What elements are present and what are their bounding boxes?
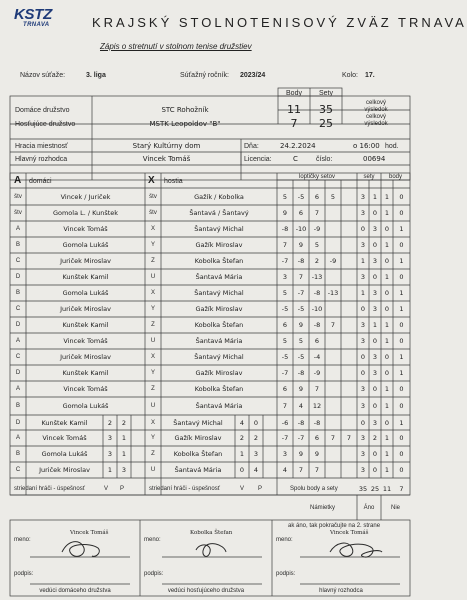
row-sets-home: 0 bbox=[360, 305, 366, 313]
row-points-home: 1 bbox=[384, 402, 390, 410]
row-home-position: A bbox=[15, 435, 20, 441]
row-set-score-2: -8 bbox=[297, 369, 305, 377]
home-name-label: meno: bbox=[14, 537, 31, 543]
row-points-home: 1 bbox=[384, 273, 390, 281]
row-points-away: 0 bbox=[399, 466, 404, 474]
row-set-score-1: -7 bbox=[281, 257, 289, 265]
row-set-score-1: -7 bbox=[281, 434, 289, 442]
row-sets-away: 3 bbox=[372, 225, 378, 233]
row-set-score-3: 2 bbox=[314, 257, 320, 265]
row-set-score-1: -5 bbox=[281, 353, 289, 361]
row-away-player: Šantavý Michal bbox=[194, 353, 244, 361]
competition-value: 3. liga bbox=[86, 72, 106, 79]
row-points-away: 0 bbox=[399, 193, 404, 201]
row-away-player: Gažík Miroslav bbox=[174, 434, 222, 442]
row-away-player: Šantavá Mária bbox=[195, 402, 243, 410]
row-sets-away: 3 bbox=[372, 419, 378, 427]
row-home-position: B bbox=[15, 242, 20, 248]
row-away-position: U bbox=[150, 338, 156, 344]
home-points: 11 bbox=[287, 103, 301, 116]
row-points-home: 1 bbox=[384, 209, 390, 217]
row-points-home: 1 bbox=[384, 193, 390, 201]
overall-result-label-1b: výsledok bbox=[364, 107, 388, 113]
row-points-away: 1 bbox=[399, 305, 404, 313]
row-sets-away: 2 bbox=[372, 434, 378, 442]
overall-result-label-2b: výsledok bbox=[364, 121, 388, 127]
row-away-player: Šantavá Mária bbox=[195, 337, 243, 345]
row-set-score-2: -10 bbox=[295, 225, 307, 233]
home-column-header: domáci bbox=[29, 178, 52, 185]
row-set-score-2: 7 bbox=[298, 273, 304, 281]
row-set-score-3: 5 bbox=[314, 241, 320, 249]
row-points-away: 0 bbox=[399, 402, 404, 410]
season-value: 2023/24 bbox=[240, 72, 266, 79]
row-points-home: 1 bbox=[384, 466, 390, 474]
row-home-substat-2: 1 bbox=[121, 450, 127, 458]
row-set-score-2: -5 bbox=[297, 193, 305, 201]
row-set-score-3: 6 bbox=[314, 193, 320, 201]
totals-1: 35 bbox=[358, 485, 368, 493]
row-away-position: Y bbox=[150, 370, 155, 376]
referee-label: Hlavný rozhodca bbox=[15, 156, 68, 163]
away-sets: 25 bbox=[319, 117, 333, 130]
totals-2: 25 bbox=[370, 485, 380, 493]
row-points-home: 1 bbox=[384, 337, 390, 345]
row-home-position: C bbox=[15, 467, 21, 473]
home-sign-label: podpis: bbox=[14, 571, 34, 577]
row-away-substat-1: 0 bbox=[239, 466, 245, 474]
page-title: KRAJSKÝ STOLNOTENISOVÝ ZVÄZ TRNAVA bbox=[92, 15, 467, 30]
totals-4: 7 bbox=[399, 485, 404, 493]
sets-column-header: sety bbox=[363, 174, 375, 180]
row-home-player: Kunštek Kamil bbox=[62, 273, 109, 281]
row-sets-away: 0 bbox=[372, 466, 378, 474]
row-points-home: 1 bbox=[384, 450, 390, 458]
row-points-away: 0 bbox=[399, 337, 404, 345]
home-substitutes-label: striedaní hráči - úspešnosť bbox=[14, 486, 85, 492]
row-home-position: D bbox=[15, 420, 21, 426]
row-home-substat-2: 3 bbox=[121, 466, 127, 474]
row-set-score-3: -8 bbox=[313, 321, 321, 329]
season-label: Súťažný ročník: bbox=[180, 72, 229, 79]
row-away-position: X bbox=[150, 420, 155, 426]
row-set-score-2: 9 bbox=[298, 321, 304, 329]
row-set-score-2: 9 bbox=[298, 450, 304, 458]
referee-name-label: meno: bbox=[276, 537, 293, 543]
row-away-substat-2: 4 bbox=[253, 466, 259, 474]
row-away-player: Šantavá Mária bbox=[174, 466, 222, 474]
row-points-away: 0 bbox=[399, 385, 404, 393]
row-home-player: Gomola Lukáš bbox=[41, 450, 88, 458]
away-substitutes-label: striedaní hráči - úspešnosť bbox=[149, 486, 220, 492]
row-set-score-1: -5 bbox=[281, 305, 289, 313]
row-home-player: Kunštek Kamil bbox=[62, 369, 109, 377]
signature-away-leader bbox=[196, 544, 226, 557]
row-home-substat-1: 3 bbox=[107, 434, 113, 442]
home-team-label: Domáce družstvo bbox=[15, 107, 70, 114]
row-home-player: Vincek Tomáš bbox=[63, 225, 108, 233]
row-home-substat-1: 2 bbox=[107, 419, 113, 427]
row-home-player: Juriček Miroslav bbox=[60, 257, 111, 265]
row-set-score-1: 5 bbox=[282, 337, 288, 345]
row-sets-away: 3 bbox=[372, 257, 378, 265]
row-set-score-2: 5 bbox=[298, 337, 304, 345]
row-home-position: A bbox=[15, 226, 20, 232]
row-home-position: C bbox=[15, 258, 21, 264]
row-home-player: Vincek / Juriček bbox=[60, 193, 111, 201]
row-away-position: štv bbox=[149, 194, 157, 200]
row-sets-home: 3 bbox=[360, 209, 366, 217]
row-set-score-1: 7 bbox=[282, 241, 288, 249]
row-away-substat-1: 2 bbox=[239, 434, 245, 442]
row-set-score-1: -7 bbox=[281, 369, 289, 377]
row-points-away: 1 bbox=[399, 419, 404, 427]
away-team-name: MSTK Leopoldov "B" bbox=[149, 120, 221, 128]
venue-value: Starý Kultúrny dom bbox=[132, 142, 201, 150]
row-home-position: D bbox=[15, 370, 21, 376]
row-set-score-3: -9 bbox=[313, 225, 321, 233]
row-set-score-1: 6 bbox=[282, 321, 288, 329]
referee-caption: hlavný rozhodca bbox=[319, 588, 363, 594]
handwritten-signatures bbox=[62, 542, 382, 557]
home-column-letter: A bbox=[14, 175, 22, 186]
row-sets-home: 0 bbox=[360, 353, 366, 361]
row-away-player: Kobolka Štefan bbox=[194, 257, 244, 265]
overall-result-label-2: celkový bbox=[365, 114, 386, 120]
row-home-position: A bbox=[15, 386, 20, 392]
row-set-score-1: 9 bbox=[282, 209, 288, 217]
row-away-position: X bbox=[150, 226, 155, 232]
license-number: 00694 bbox=[363, 155, 386, 163]
row-away-position: U bbox=[150, 467, 156, 473]
row-points-away: 0 bbox=[399, 450, 404, 458]
away-sign-label: podpis: bbox=[144, 571, 164, 577]
row-home-position: B bbox=[15, 290, 20, 296]
home-leader-caption: vedúci domáceho družstva bbox=[39, 588, 111, 594]
row-set-score-4: 7 bbox=[330, 434, 336, 442]
row-away-position: U bbox=[150, 274, 156, 280]
row-away-player: Gažík Miroslav bbox=[195, 305, 243, 313]
row-sets-away: 3 bbox=[372, 305, 378, 313]
row-points-home: 1 bbox=[384, 434, 390, 442]
row-set-score-3: -8 bbox=[313, 419, 321, 427]
row-points-home: 0 bbox=[384, 289, 390, 297]
row-home-substat-1: 3 bbox=[107, 450, 113, 458]
row-set-score-1: -8 bbox=[281, 225, 289, 233]
row-set-score-2: -8 bbox=[297, 419, 305, 427]
row-set-score-3: 7 bbox=[314, 209, 320, 217]
row-sets-home: 3 bbox=[360, 385, 366, 393]
row-points-home: 0 bbox=[384, 369, 390, 377]
away-team-label: Hosťujúce družstvo bbox=[15, 121, 76, 128]
row-points-away: 0 bbox=[399, 209, 404, 217]
row-home-player: Kunštek Kamil bbox=[62, 321, 109, 329]
row-away-position: Y bbox=[150, 242, 155, 248]
row-sets-away: 0 bbox=[372, 273, 378, 281]
row-away-position: X bbox=[150, 290, 155, 296]
away-p-label: P bbox=[258, 486, 263, 492]
row-set-score-4: -13 bbox=[327, 289, 339, 297]
row-away-substat-2: 3 bbox=[253, 450, 259, 458]
time-value: o 16:00 bbox=[353, 142, 380, 150]
signature-home-leader bbox=[62, 542, 99, 557]
row-sets-away: 0 bbox=[372, 385, 378, 393]
date-value: 24.2.2024 bbox=[280, 142, 316, 150]
row-set-score-2: 4 bbox=[298, 402, 304, 410]
round-label: Kolo: bbox=[342, 72, 358, 79]
row-set-score-3: -9 bbox=[313, 369, 321, 377]
row-points-home: 0 bbox=[384, 305, 390, 313]
row-set-score-1: 3 bbox=[282, 450, 288, 458]
row-away-position: Y bbox=[150, 435, 155, 441]
row-set-score-4: -9 bbox=[329, 257, 337, 265]
row-sets-home: 0 bbox=[360, 225, 366, 233]
row-points-home: 0 bbox=[384, 225, 390, 233]
row-away-substat-2: 0 bbox=[253, 419, 259, 427]
row-sets-away: 0 bbox=[372, 241, 378, 249]
row-home-position: štv bbox=[14, 194, 22, 200]
row-set-score-3: 6 bbox=[314, 337, 320, 345]
round-value: 17. bbox=[365, 72, 375, 79]
row-sets-home: 3 bbox=[360, 193, 366, 201]
row-away-player: Gažík Miroslav bbox=[195, 369, 243, 377]
row-points-home: 1 bbox=[384, 241, 390, 249]
row-sets-away: 0 bbox=[372, 402, 378, 410]
no-label: Nie bbox=[390, 505, 400, 511]
row-home-player: Juriček Miroslav bbox=[39, 466, 90, 474]
home-sets: 35 bbox=[319, 103, 333, 116]
away-v-label: V bbox=[240, 486, 245, 492]
row-set-score-1: 3 bbox=[282, 273, 288, 281]
row-away-player: Šantavý Michal bbox=[173, 419, 223, 427]
row-sets-home: 0 bbox=[360, 419, 366, 427]
row-home-player: Vincek Tomáš bbox=[63, 385, 108, 393]
row-set-score-2: -8 bbox=[297, 257, 305, 265]
row-home-player: Juriček Miroslav bbox=[60, 305, 111, 313]
referee-sign-name: Vincek Tomáš bbox=[330, 530, 369, 536]
points-header: Body bbox=[286, 90, 302, 97]
row-points-away: 1 bbox=[399, 257, 404, 265]
row-points-away: 0 bbox=[399, 321, 404, 329]
license-class: C bbox=[293, 155, 298, 163]
away-leader-caption: vedúci hosťujúceho družstva bbox=[167, 588, 245, 594]
continue-note: ak áno, tak pokračujte na 2. strane bbox=[288, 523, 381, 529]
row-points-away: 1 bbox=[399, 353, 404, 361]
row-sets-home: 3 bbox=[360, 466, 366, 474]
row-sets-home: 3 bbox=[360, 450, 366, 458]
row-set-score-2: -5 bbox=[297, 353, 305, 361]
row-set-score-4: 5 bbox=[330, 193, 336, 201]
referee-name: Vincek Tomáš bbox=[142, 155, 191, 163]
row-set-score-1: 5 bbox=[282, 289, 288, 297]
row-set-score-2: 9 bbox=[298, 385, 304, 393]
row-points-away: 0 bbox=[399, 241, 404, 249]
row-away-position: U bbox=[150, 403, 156, 409]
row-sets-home: 3 bbox=[360, 241, 366, 249]
row-home-substat-2: 1 bbox=[121, 434, 127, 442]
row-sets-away: 0 bbox=[372, 209, 378, 217]
row-points-home: 1 bbox=[384, 321, 390, 329]
row-away-position: Z bbox=[151, 322, 155, 328]
row-points-away: 0 bbox=[399, 434, 404, 442]
row-home-position: D bbox=[15, 274, 21, 280]
row-set-score-3: 9 bbox=[314, 450, 320, 458]
row-home-player: Gomola Lukáš bbox=[62, 289, 109, 297]
row-home-position: A bbox=[15, 338, 20, 344]
row-away-player: Kobolka Štefan bbox=[173, 450, 223, 458]
row-set-score-3: 7 bbox=[314, 385, 320, 393]
row-sets-away: 1 bbox=[372, 321, 378, 329]
row-away-position: Y bbox=[150, 306, 155, 312]
row-set-score-4: 7 bbox=[330, 321, 336, 329]
row-home-position: C bbox=[15, 354, 21, 360]
sets-header: Sety bbox=[318, 90, 333, 97]
row-home-substat-1: 1 bbox=[107, 466, 113, 474]
totals-3: 11 bbox=[382, 485, 392, 493]
row-away-player: Šantavá Mária bbox=[195, 273, 243, 281]
row-home-position: štv bbox=[14, 210, 22, 216]
row-set-score-3: 12 bbox=[312, 402, 322, 410]
away-name-label: meno: bbox=[144, 537, 161, 543]
row-away-position: X bbox=[150, 354, 155, 360]
row-points-home: 0 bbox=[384, 257, 390, 265]
row-sets-home: 3 bbox=[360, 402, 366, 410]
row-away-substat-2: 2 bbox=[253, 434, 259, 442]
away-leader-name: Kobolka Štefan bbox=[190, 530, 233, 536]
row-home-player: Gomola Lukáš bbox=[62, 402, 109, 410]
time-unit: hod. bbox=[385, 143, 399, 150]
row-home-player: Vincek Tomáš bbox=[63, 337, 108, 345]
away-points: 7 bbox=[290, 117, 298, 130]
row-away-substat-1: 1 bbox=[239, 450, 245, 458]
row-set-score-3: -13 bbox=[311, 273, 323, 281]
page-subtitle: Zápis o stretnutí v stolnom tenise družstiev bbox=[100, 42, 252, 51]
row-away-position: Z bbox=[151, 451, 155, 457]
row-sets-away: 3 bbox=[372, 369, 378, 377]
row-home-player: Kunštek Kamil bbox=[41, 419, 88, 427]
row-away-player: Šantavý Michal bbox=[194, 225, 244, 233]
row-sets-home: 1 bbox=[360, 289, 366, 297]
points-column-header: body bbox=[388, 174, 402, 180]
row-away-position: štv bbox=[149, 210, 157, 216]
totals-label: Spolu body a sety bbox=[290, 486, 338, 492]
away-column-letter: X bbox=[148, 175, 155, 186]
home-team-name: STC Rohožník bbox=[161, 106, 209, 114]
row-away-position: Z bbox=[151, 386, 155, 392]
yes-label: Áno bbox=[363, 505, 375, 511]
row-set-score-1: -6 bbox=[281, 419, 289, 427]
row-points-away: 1 bbox=[399, 225, 404, 233]
row-home-player: Vincek Tomáš bbox=[42, 434, 87, 442]
row-points-home: 0 bbox=[384, 419, 390, 427]
row-set-score-3: -8 bbox=[313, 289, 321, 297]
row-set-score-3: 6 bbox=[314, 434, 320, 442]
row-points-home: 0 bbox=[384, 353, 390, 361]
row-away-player: Kobolka Štefan bbox=[194, 385, 244, 393]
row-sets-away: 0 bbox=[372, 450, 378, 458]
row-set-score-2: 6 bbox=[298, 209, 304, 217]
row-set-score-1: 4 bbox=[282, 466, 288, 474]
row-set-score-3: -10 bbox=[311, 305, 323, 313]
row-home-player: Gomola L. / Kunštek bbox=[52, 209, 119, 217]
row-away-player: Gažík / Kobolka bbox=[194, 193, 244, 201]
kstz-logo: KSTZ TRNAVA bbox=[14, 6, 52, 28]
row-sets-home: 3 bbox=[360, 337, 366, 345]
row-sets-away: 3 bbox=[372, 289, 378, 297]
row-set-score-2: -5 bbox=[297, 305, 305, 313]
row-set-score-1: 5 bbox=[282, 193, 288, 201]
row-away-position: Z bbox=[151, 258, 155, 264]
row-set-score-5: 7 bbox=[346, 434, 352, 442]
row-home-position: B bbox=[15, 451, 20, 457]
row-away-player: Kobolka Štefan bbox=[194, 321, 244, 329]
row-home-substat-2: 2 bbox=[121, 419, 127, 427]
row-points-away: 0 bbox=[399, 273, 404, 281]
venue-label: Hracia miestnosť bbox=[15, 143, 68, 150]
row-away-player: Šantavý Michal bbox=[194, 289, 244, 297]
home-leader-name: Vincek Tomáš bbox=[70, 530, 109, 536]
row-sets-home: 3 bbox=[360, 321, 366, 329]
home-v-label: V bbox=[104, 486, 109, 492]
home-p-label: P bbox=[120, 486, 125, 492]
row-set-score-1: 6 bbox=[282, 385, 288, 393]
row-sets-home: 3 bbox=[360, 273, 366, 281]
away-column-header: hostia bbox=[164, 178, 183, 185]
row-set-score-2: 9 bbox=[298, 241, 304, 249]
row-sets-away: 3 bbox=[372, 353, 378, 361]
row-home-position: D bbox=[15, 322, 21, 328]
row-sets-home: 1 bbox=[360, 257, 366, 265]
row-set-score-3: 7 bbox=[314, 466, 320, 474]
row-away-player: Šantavá / Šantavý bbox=[189, 209, 249, 217]
row-points-home: 1 bbox=[384, 385, 390, 393]
signature-referee bbox=[330, 543, 382, 557]
row-sets-away: 1 bbox=[372, 193, 378, 201]
date-label: Dňa: bbox=[244, 143, 259, 150]
row-set-score-2: -7 bbox=[297, 289, 305, 297]
referee-sign-label: podpis: bbox=[276, 571, 296, 577]
row-home-position: C bbox=[15, 306, 21, 312]
row-set-score-3: -4 bbox=[313, 353, 321, 361]
row-sets-away: 0 bbox=[372, 337, 378, 345]
protests-label: Námietky bbox=[310, 505, 336, 511]
row-away-player: Gažík Miroslav bbox=[195, 241, 243, 249]
row-home-position: B bbox=[15, 403, 20, 409]
row-points-away: 1 bbox=[399, 289, 404, 297]
row-points-away: 1 bbox=[399, 369, 404, 377]
row-home-player: Gomola Lukáš bbox=[62, 241, 109, 249]
set-results-header: loptičky setov bbox=[298, 174, 335, 180]
row-home-player: Juriček Miroslav bbox=[60, 353, 111, 361]
competition-label: Názov súťaže: bbox=[20, 72, 66, 79]
row-set-score-2: -7 bbox=[297, 434, 305, 442]
number-label: číslo: bbox=[316, 156, 333, 163]
row-set-score-2: 7 bbox=[298, 466, 304, 474]
row-sets-home: 0 bbox=[360, 369, 366, 377]
overall-result-label-1: celkový bbox=[365, 100, 386, 106]
row-away-substat-1: 4 bbox=[239, 419, 245, 427]
row-sets-home: 3 bbox=[360, 434, 366, 442]
row-set-score-1: 7 bbox=[282, 402, 288, 410]
license-label: Licencia: bbox=[244, 156, 272, 163]
